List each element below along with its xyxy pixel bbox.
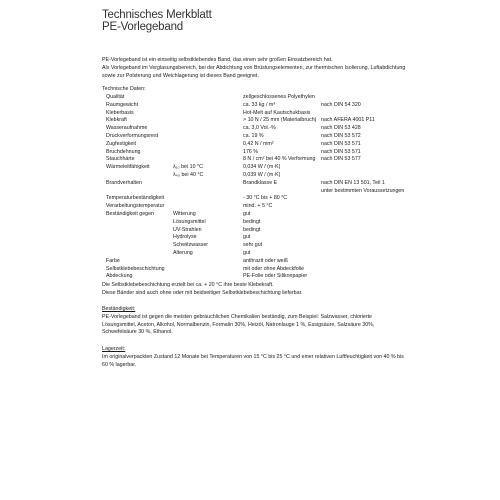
table-row (0, 266, 500, 274)
table-cell-c2: λ₄₀ bei 40 °C (173, 172, 204, 178)
table-cell-c3: 0,42 N / mm² (243, 140, 274, 147)
table-row (0, 94, 500, 102)
table-cell-c4: nach DIN EN 13 501, Teil 1 (321, 179, 385, 186)
technical-data-heading: Technische Daten: (102, 86, 146, 92)
table-cell-c1: Brandverhalten (106, 179, 142, 186)
table-cell-c3: PE-Folie oder Silikonpapier (243, 273, 308, 280)
table-cell-c3: Hot-Melt auf Kautschukbasis (243, 109, 311, 116)
table-cell-c4: nach DIN 53 571 (321, 148, 361, 155)
table-cell-c1: Stauchhärte (106, 156, 135, 163)
table-cell-c1: Druckverformungsrest (106, 133, 159, 139)
bestaendigkeit-line: Lösungsmittel, Aceton, Alkohol, Normalbenzin, Formalin 30%, Heizöl, Natronlauge 1 %, Essigsäure, Salzsäure 30%, (102, 321, 375, 328)
table-cell-c3: zellgeschlossenes Polyethylen (243, 94, 315, 100)
table-row (0, 110, 500, 118)
note-line: Die Selbstklebebeschichtung erzielt bei ca. + 20 °C ihre beste Klebekraft. (102, 282, 274, 288)
table-cell-c1: Raumgewicht (106, 101, 139, 108)
table-row (0, 203, 500, 211)
table-row (0, 211, 500, 219)
table-cell-c3: 8 N / cm² bei 40 % Verformung (243, 156, 316, 163)
intro-line: PE-Vorlegeband ist ein einseitig selbstklebendes Band, das einen sehr großen Einsatzbereich hat. (102, 57, 333, 63)
table-row (0, 242, 500, 250)
table-cell-c1: Verarbeitungstemperatur (106, 203, 165, 210)
table-row (0, 164, 500, 172)
lagerzeit-section (102, 346, 404, 369)
intro-line: sowie zur Polsterung und Weichlagerung ist dieses Band geeignet. (102, 72, 259, 79)
table-row (0, 141, 500, 149)
table-cell-c3: gut (243, 211, 251, 217)
table-row (0, 102, 500, 110)
table-cell-c3: bedingt (243, 218, 261, 225)
table-cell-c1: Temperaturbeständigkeit (106, 195, 165, 202)
table-row (0, 219, 500, 227)
lagerzeit-line: Im originalverpackten Zustand 12 Monate bei Temperaturen von 15 °C bis 25 °C und einer relativen Luftfeuchtigkeit von 40 % bis (102, 353, 404, 360)
table-cell-c2: Schwitzwasser (173, 242, 209, 249)
table-cell-c1: Beständigkeit gegen (106, 211, 155, 217)
table-cell-c1: Bruchdehnung (106, 148, 141, 155)
table-cell-c4: nach DIN 53 577 (321, 156, 361, 163)
bestaendigkeit-line: PE-Vorlegeband ist gegen die meisten gebräuchlichen Chemikalien beständig, zum Beispiel: Salzwasser, chlorierte (102, 313, 372, 320)
table-row (0, 195, 500, 203)
bestaendigkeit-heading: Beständigkeit: (102, 306, 136, 312)
table-row (0, 180, 500, 188)
table-cell-c3: mind. + 5 °C (243, 203, 273, 210)
table-cell-c3: - 30 °C bis + 80 °C (243, 195, 288, 202)
table-cell-c3: ca. 33 kg / m³ (243, 101, 276, 108)
note-line: Diese Bänder sind auch ohne oder mit beidseitiger Selbstklebebeschichtung lieferbar. (102, 289, 303, 296)
table-cell-c2: Hydrolyse (173, 234, 197, 241)
intro-line: Als Vorlegeband im Verglasungsbereich, bei der Abdichtung von Brüstungselementen, zur thermischen Isolierung, Luftabdichtung (102, 64, 406, 71)
table-cell-c1: Wärmeleitfähigkeit (106, 164, 150, 171)
table-cell-c3: anthrazit oder weiß (243, 257, 289, 264)
bestaendigkeit-section (102, 306, 374, 337)
table-row (0, 156, 500, 164)
table-cell-c3: ca. 3,0 Vol.-% (243, 125, 276, 132)
lagerzeit-heading: Lagerzeit: (102, 346, 126, 352)
lagerzeit-line: 60 % lagerbar. (102, 361, 137, 368)
table-cell-c3: 0,039 W / (m·K) (243, 172, 281, 178)
table-row (0, 149, 500, 157)
table-cell-c3: bedingt (243, 226, 261, 233)
table-cell-c2: UV-Strahlen (173, 226, 202, 233)
intro-paragraph (102, 57, 405, 80)
table-row (0, 227, 500, 235)
table-row (0, 125, 500, 133)
table-row (0, 188, 500, 196)
table-cell-c4: nach DIN 53 571 (321, 140, 361, 147)
table-cell-c3: Brandklasse E (243, 179, 278, 186)
document-title: Technisches Merkblatt (102, 9, 212, 21)
table-cell-c4: unter bestimmten Voraussetzungen (321, 187, 405, 194)
table-row (0, 133, 500, 141)
table-cell-c2: λ₁₀ bei 10 °C (173, 164, 203, 171)
table-cell-c3: 176 % (243, 148, 259, 155)
bestaendigkeit-line: Schwefelsäure 30 %, Ethanol. (102, 329, 173, 336)
table-row (0, 172, 500, 180)
table-cell-c4: nach AFERA 4001 P11 (321, 117, 375, 124)
table-cell-c1: Kleberbasis (106, 109, 134, 116)
table-row (0, 250, 500, 258)
table-row (0, 117, 500, 125)
table-cell-c1: Selbstklebebeschichtung (106, 265, 165, 272)
table-row (0, 258, 500, 266)
document-subtitle: PE-Vorlegeband (102, 21, 183, 33)
table-cell-c4: nach DIN 54 320 (321, 101, 361, 108)
table-cell-c3: sehr gut (243, 242, 263, 249)
table-cell-c1: Wasseraufnahme (106, 125, 148, 132)
table-cell-c1: Farbe (106, 257, 120, 264)
table-cell-c4: nach DIN 53 572 (321, 133, 361, 139)
table-cell-c1: Abdeckung (106, 273, 133, 280)
table-cell-c2: Witterung (173, 211, 196, 217)
table-cell-c3: gut (243, 250, 251, 256)
table-cell-c2: Alterung (173, 250, 193, 256)
table-cell-c3: gut (243, 234, 251, 241)
table-cell-c1: Klebkraft (106, 117, 127, 124)
table-cell-c1: Qualität (106, 94, 125, 100)
table-cell-c3: > 10 N / 25 mm (Materialbruch) (243, 117, 317, 124)
table-cell-c3: 0,034 W / (m·K) (243, 164, 281, 171)
table-row (0, 273, 500, 281)
table-cell-c3: mit oder ohne Abdeckfolie (243, 265, 304, 272)
table-cell-c2: Lösungsmittel (173, 218, 206, 225)
table-cell-c4: nach DIN 53 428 (321, 125, 361, 132)
table-cell-c1: Zugfestigkeit (106, 140, 137, 147)
table-cell-c3: ca. 19 % (243, 133, 264, 139)
table-row (0, 234, 500, 242)
notes-paragraph (102, 282, 303, 298)
